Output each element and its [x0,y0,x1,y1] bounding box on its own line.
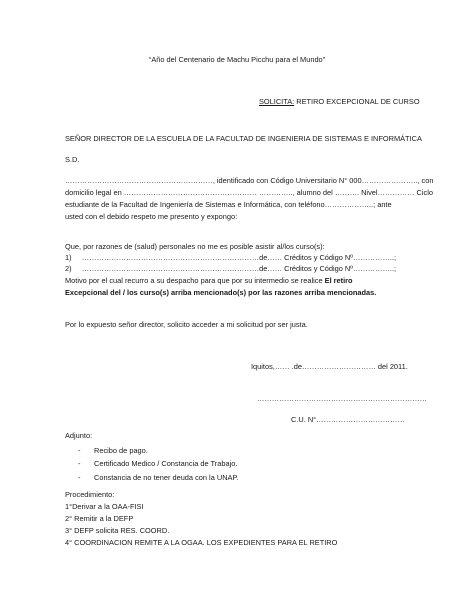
intro-line-3: estudiante de la Facultad de Ingeniería de Sistemas e Informática, con teléfono………………..; ante [65,200,392,209]
procedimiento-title: Procedimiento: [65,490,115,499]
course-number: 1) [65,253,72,262]
list-item: - Recibo de pago. [78,446,148,455]
motive-line-1 [65,276,353,285]
dash-bullet: - [78,472,81,482]
intro-line-1: ……………………………………………………, identificado con Código Universitario N° 000………………….., con [65,176,434,185]
procedure-step: 3° DEFP solicita RES. COORD. [65,526,170,535]
procedure-step: 4° COORDINACION REMITE A LA OGAA. LOS EXPEDIENTES PARA EL RETIRO [65,538,338,547]
salutation: S.D. [65,155,80,164]
solicita-text: RETIRO EXCEPCIONAL DE CURSO [294,97,420,106]
intro-line-4: usted con el debido respeto me presento y expongo: [65,212,238,221]
course-text: ………………………………………………………………de…… Créditos y Código Nº……………..; [81,264,397,273]
cu-number-line: C.U. N°……………………………… [291,415,405,424]
adjunto-title: Adjunto: [65,431,93,440]
procedure-step: 2° Remitir a la DEFP [65,514,134,523]
list-item: - Constancia de no tener deuda con la UNAP. [78,472,239,482]
solicita-label: SOLICITA: [259,97,295,106]
date-line: Iquitos,…… .de………………………… del 2011. [251,362,408,371]
motive-text: Motivo por el cual recurro a su despacho para que por su intermedio se realice [65,276,325,285]
closing-text: Por lo expuesto señor director, solicito acceder a mi solicitud por ser justa. [65,320,308,329]
adjunto-list [78,446,378,486]
motive-bold-text: El retiro [324,276,353,285]
course-item [65,253,396,262]
procedure-step: 1°Derivar a la OAA-FISI [65,502,144,511]
solicita-line [259,97,420,106]
header-motto: “Año del Centenario de Machu Picchu para el Mundo” [148,55,326,64]
course-item [65,264,396,273]
addressee: SEÑOR DIRECTOR DE LA ESCUELA DE LA FACULTAD DE INGENIERIA DE SISTEMAS E INFORMÁTICA [65,134,422,143]
course-number: 2) [65,264,72,273]
course-text: ………………………………………………………………de…… Créditos y Código Nº……………..; [81,253,397,262]
signature-line: …………………………………………………………… [257,394,427,403]
intro-line-2: domicilio legal en ……………………………………………… ………….., alumno del ………. Nivel…………… Ciclo [65,188,433,197]
motive-line-2: Excepcional del / los curso(s) arriba mencionado(s) por las razones arriba mencionadas. [65,288,377,297]
list-item: - Certificado Medico / Constancia de Trabajo. [78,459,238,469]
dash-bullet: - [78,446,81,455]
reasons-intro: Que, por razones de (salud) personales no me es posible asistir al/los curso(s): [65,242,325,251]
dash-bullet: - [78,459,81,469]
